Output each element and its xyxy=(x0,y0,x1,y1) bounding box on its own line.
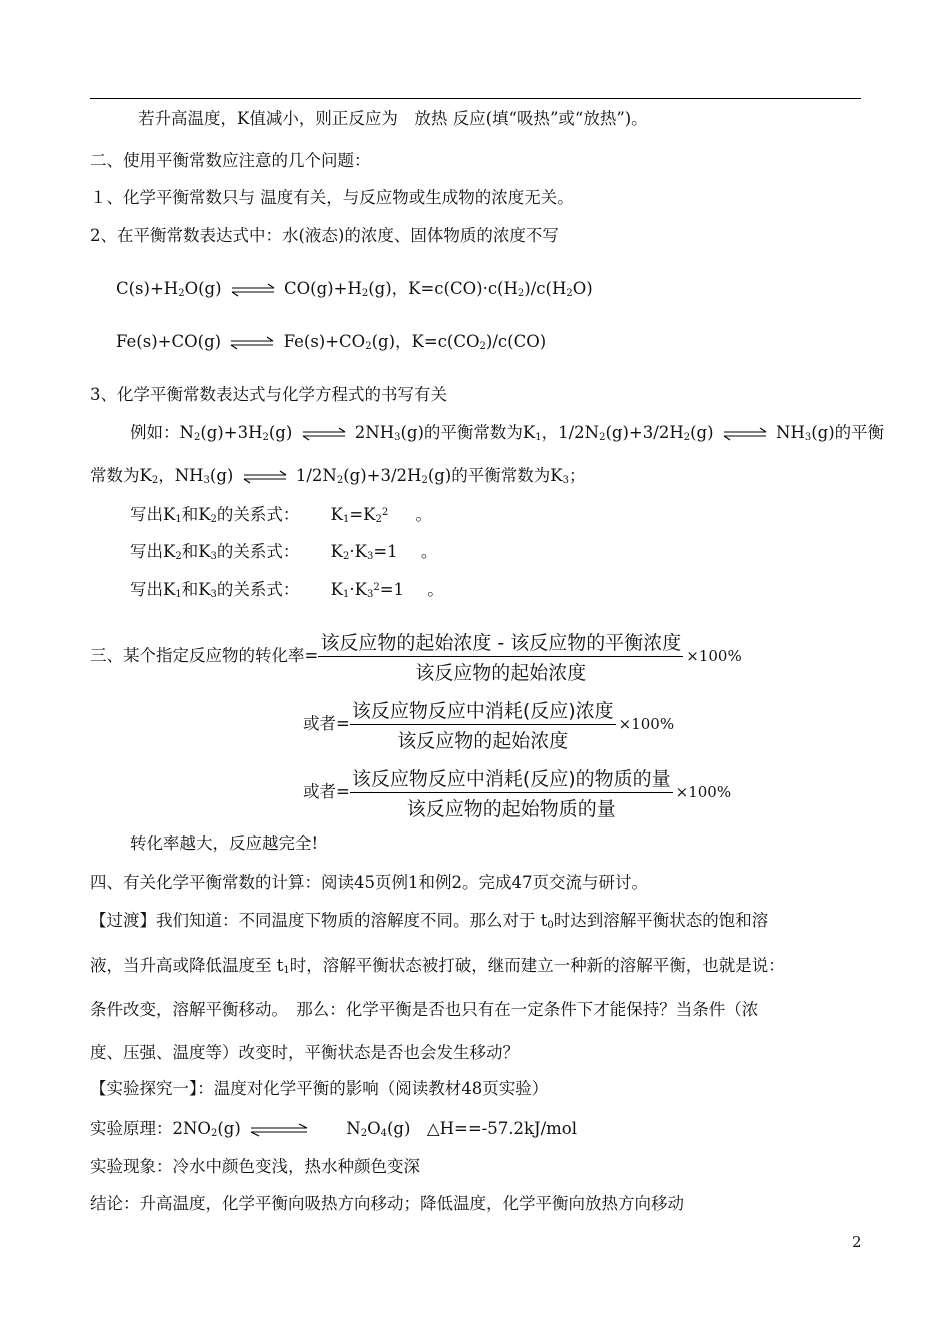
transition-line-4: 度、压强、温度等）改变时，平衡状态是否也会发生移动？ xyxy=(90,1043,519,1062)
fraction-3: $\frac{\text{该反应物反应中消耗(反应)的物质的量}}{\text{该反应物的起始物质的量}}$ xyxy=(350,764,673,821)
page-number: 2 xyxy=(852,1233,862,1251)
experiment-principle: 实验原理：$2NO_2(g)$ $N_2O_4(g)$ △H==-57.2kJ/mol xyxy=(90,1119,578,1139)
equation-1: $C(s)+H_2O(g)$ $CO(g)+H_2(g)$，$K=c(CO)\cdot c(H_2)/c(H_2O)$ xyxy=(116,279,593,299)
answer-k2-k3: $K_2\cdot K_3=1$ xyxy=(330,542,398,562)
transition-line-1: 【过渡】我们知道：不同温度下物质的溶解度不同。那么对于 $t_0$时达到溶解平衡状态的饱和溶 xyxy=(90,911,769,931)
conversion-formula-1: 三、某个指定反应物的转化率= $\frac{\text{该反应物的起始浓度 - 该反应物的平衡浓度}}{\text{该反应物的起始浓度}}$ ×100% xyxy=(90,628,742,685)
experiment-phenomenon: 实验现象：冷水中颜色变浅，热水种颜色变深 xyxy=(90,1157,420,1176)
example-line-2: 常数为$K_2$，$NH_3(g)$ $1/2N_2(g)+3/2H_2(g)$的平衡常数为$K_3$； xyxy=(90,466,586,486)
fraction-2: $\frac{\text{该反应物反应中消耗(反应)浓度}}{\text{该反应物的起始浓度}}$ xyxy=(350,696,616,753)
equilibrium-arrow-icon xyxy=(230,283,276,297)
relation-k1-k2: 写出$K_1$和$K_2$的关系式： $K_1=K_2^2$ 。 xyxy=(130,505,433,525)
header-rule xyxy=(90,98,861,99)
answer-k1-k3: $K_1\cdot K_3^2=1$ xyxy=(330,580,405,600)
relation-k1-k3: 写出$K_1$和$K_3$的关系式： $K_1\cdot K_3^2=1$ 。 xyxy=(130,580,444,600)
answer-k1-k2: $K_1=K_2^2$ xyxy=(330,505,389,525)
fraction-1: $\frac{\text{该反应物的起始浓度 - 该反应物的平衡浓度}}{\text{该反应物的起始浓度}}$ xyxy=(318,628,683,685)
point-1: １、化学平衡常数只与 温度有关，与反应物或生成物的浓度无关。 xyxy=(90,188,574,207)
line-k-value: 若升高温度，K值减小，则正反应为 放热 反应(填“吸热”或“放热”)。 xyxy=(138,109,648,128)
experiment-1-heading: 【实验探究一】：温度对化学平衡的影响（阅读教材48页实验） xyxy=(90,1079,549,1098)
conversion-formula-3: 或者= $\frac{\text{该反应物反应中消耗(反应)的物质的量}}{\text{该反应物的起始物质的量}}$ ×100% xyxy=(303,764,731,821)
conversion-note: 转化率越大，反应越完全! xyxy=(130,834,319,853)
equilibrium-arrow-icon xyxy=(301,427,347,441)
transition-line-2: 液，当升高或降低温度至 $t_1$时，溶解平衡状态被打破，继而建立一种新的溶解平衡，也就是说： xyxy=(90,956,785,976)
point-3: 3、化学平衡常数表达式与化学方程式的书写有关 xyxy=(90,385,447,404)
relation-k2-k3: 写出$K_2$和$K_3$的关系式： $K_2\cdot K_3=1$ 。 xyxy=(130,542,438,562)
point-2: 2、在平衡常数表达式中：水(液态)的浓度、固体物质的浓度不写 xyxy=(90,226,559,245)
transition-line-3: 条件改变，溶解平衡移动。 那么：化学平衡是否也只有在一定条件下才能保持？当条件（浓 xyxy=(90,1000,759,1019)
conversion-formula-2: 或者= $\frac{\text{该反应物反应中消耗(反应)浓度}}{\text{该反应物的起始浓度}}$ ×100% xyxy=(303,696,674,753)
section-2-heading: 二、使用平衡常数应注意的几个问题： xyxy=(90,151,371,170)
equilibrium-arrow-icon xyxy=(229,336,275,350)
equilibrium-arrow-icon xyxy=(249,1123,309,1137)
example-line-1: 例如：$N_2(g)+3H_2(g)$ $2NH_3(g)$的平衡常数为$K_1$，$1/2N_2(g)+3/2H_2(g)$ $NH_3(g)$的平衡 xyxy=(130,423,885,443)
equation-2: Fe(s)+CO(g) $Fe(s)+CO_2(g)$，$K=c(CO_2)/c(CO)$ xyxy=(116,332,547,352)
equilibrium-arrow-icon xyxy=(722,427,768,441)
equilibrium-arrow-icon xyxy=(242,470,288,484)
experiment-conclusion: 结论：升高温度，化学平衡向吸热方向移动；降低温度，化学平衡向放热方向移动 xyxy=(90,1194,684,1213)
section-4-heading: 四、有关化学平衡常数的计算：阅读45页例1和例2。完成47页交流与研讨。 xyxy=(90,873,648,892)
